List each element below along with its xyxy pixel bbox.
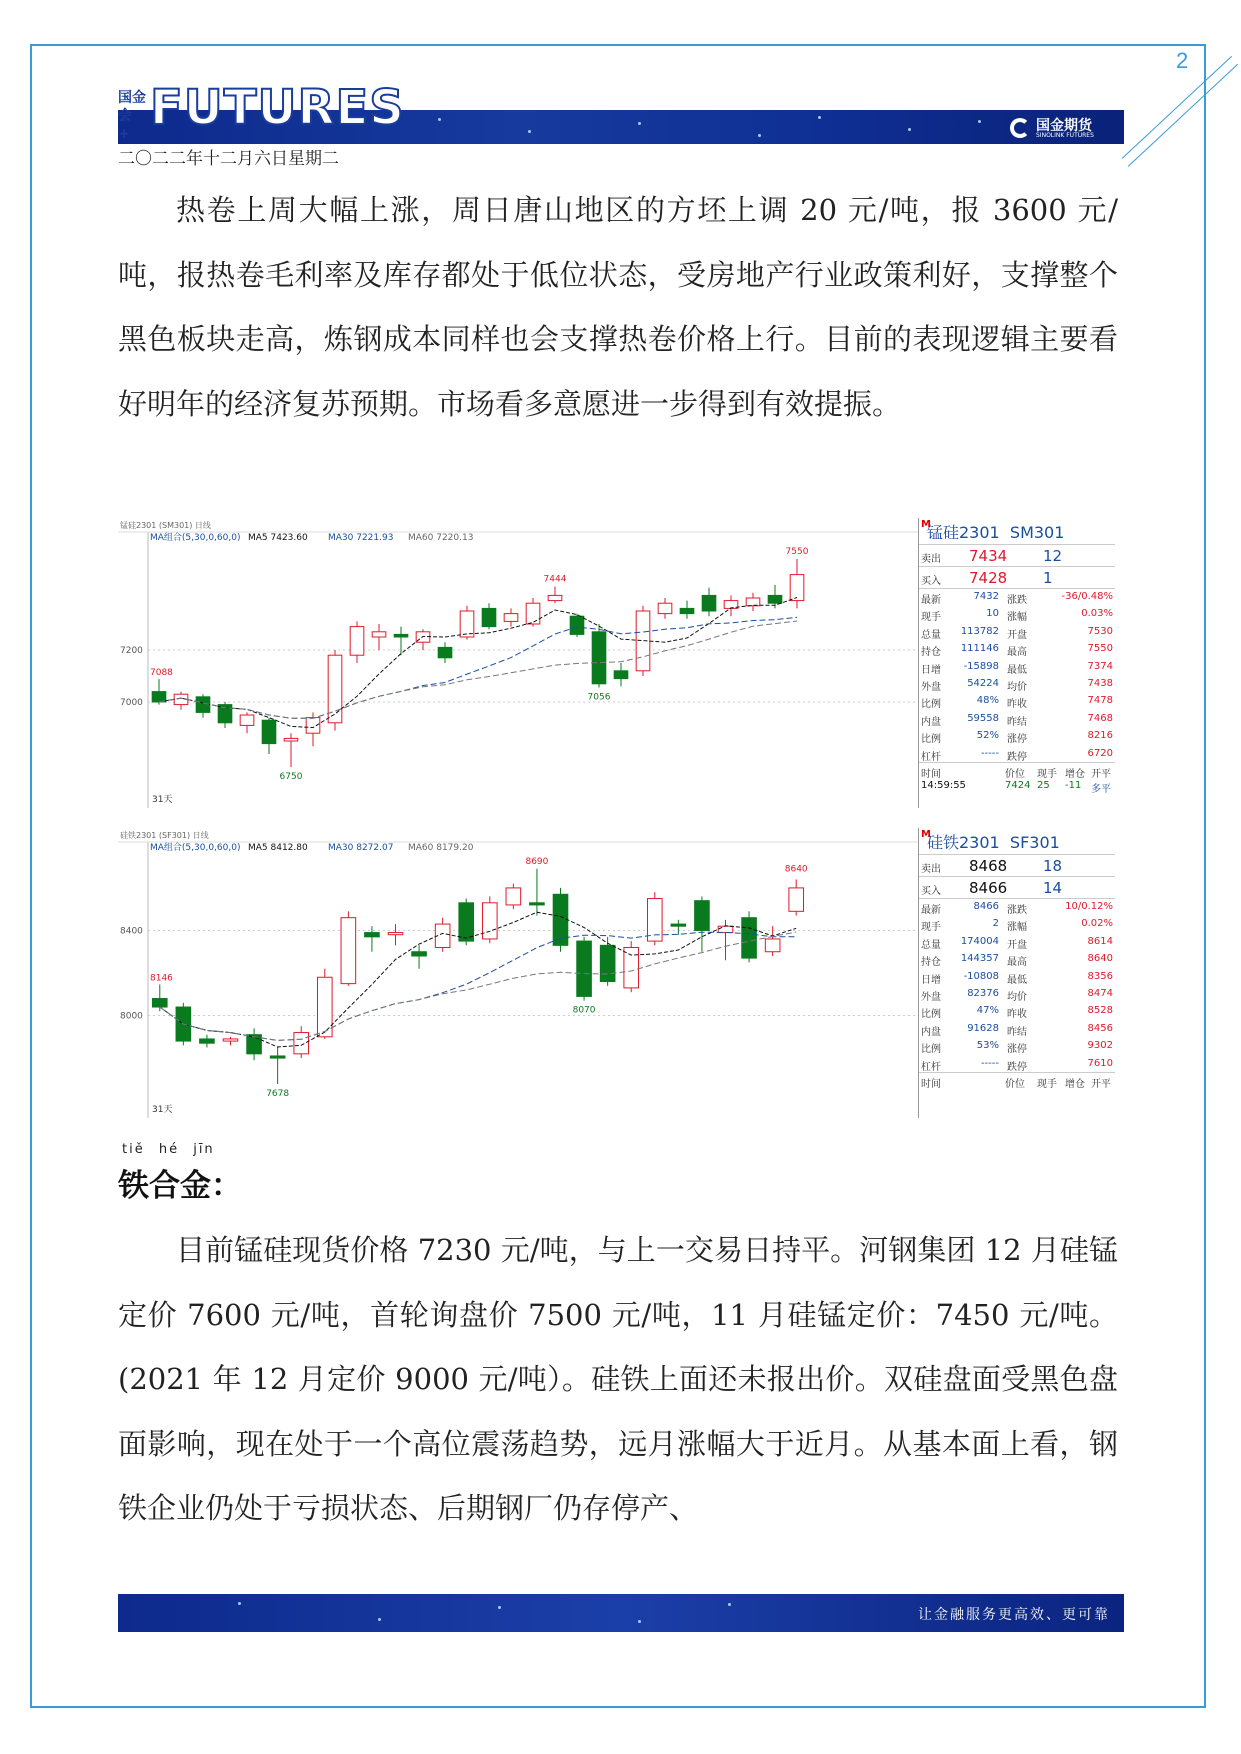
quote-stat-cell: 涨停 — [1007, 1044, 1027, 1056]
quote-stat-cell: 均价 — [1007, 992, 1027, 1003]
tick-cell: 25 — [1037, 780, 1050, 791]
quote-stat-cell: ----- — [980, 1057, 999, 1069]
ma60-line — [160, 932, 796, 1040]
quote-stat-row — [919, 693, 1115, 710]
tick-cell: 增仓 — [1065, 1079, 1085, 1090]
footer-banner — [118, 1594, 1124, 1632]
candle-body — [317, 977, 332, 1037]
candle-body — [768, 595, 782, 603]
right-high-label: 8640 — [784, 864, 808, 875]
candle-body — [388, 933, 403, 935]
candle-body — [614, 671, 628, 679]
quote-stat-cell: 2 — [992, 918, 999, 930]
ma60-label: MA60 7220.13 — [408, 533, 474, 543]
low-label: 7678 — [266, 1089, 290, 1100]
candle-body — [695, 901, 710, 931]
quote-stat-cell: -15898 — [963, 660, 999, 672]
candle-body — [200, 1039, 215, 1043]
quote-stat-cell: ----- — [980, 747, 999, 759]
quote-stat-cell: 昨结 — [1007, 1026, 1027, 1038]
quote-title: M 硅铁2301 SF301 — [921, 829, 1060, 852]
quote-stat-cell: 8456 — [1087, 1022, 1113, 1034]
candle-body — [718, 926, 733, 932]
quote-stat-row — [919, 1021, 1115, 1038]
candlestick-chart — [118, 518, 918, 808]
quote-stat-cell: 比例 — [921, 734, 941, 746]
quote-stat-row — [919, 951, 1115, 968]
tick-cell: 现手 — [1037, 1079, 1057, 1090]
chart-ferrosilicon — [118, 828, 1114, 1118]
report-date: 二〇二二年十二月六日星期二 — [118, 149, 339, 169]
tick-header — [919, 1072, 1115, 1090]
quote-stat-row — [919, 606, 1115, 623]
candle-body — [350, 627, 364, 656]
quote-stat-cell: 涨幅 — [1007, 612, 1027, 624]
quote-stat-cell: 总量 — [921, 939, 941, 951]
ma5-label: MA5 7423.60 — [248, 533, 308, 543]
quote-stat-cell: 59558 — [967, 712, 999, 724]
quote-stat-cell: 0.03% — [1081, 608, 1113, 620]
quote-stat-row — [919, 659, 1115, 676]
quote-stat-row — [919, 711, 1115, 728]
quote-stat-cell: 最高 — [1007, 957, 1027, 969]
quote-stat-row — [919, 969, 1115, 986]
tick-cell: 价位 — [1005, 1079, 1025, 1090]
quote-stat-cell: 涨停 — [1007, 734, 1027, 746]
candle-body — [482, 608, 496, 626]
candle-body — [636, 611, 650, 671]
tick-row — [919, 778, 1115, 795]
quote-stat-row — [919, 899, 1115, 916]
tick-cell: 开平 — [1091, 1079, 1111, 1090]
quote-stat-row — [919, 1056, 1115, 1073]
quote-stat-cell: 涨幅 — [1007, 922, 1027, 934]
quote-stat-cell: 比例 — [921, 699, 941, 711]
quote-stat-cell: 跌停 — [1007, 751, 1027, 763]
high-label: 8690 — [525, 856, 549, 867]
quote-stat-cell: 内盘 — [921, 716, 941, 728]
ma60-label: MA60 8179.20 — [408, 843, 474, 853]
quote-stat-row — [919, 676, 1115, 693]
quote-stat-cell: 7432 — [973, 591, 999, 602]
candle-body — [196, 697, 210, 713]
candle-body — [270, 1056, 285, 1058]
quote-stat-cell: 现手 — [921, 922, 941, 934]
quote-stat-cell: 91628 — [967, 1022, 999, 1034]
quote-stat-cell: 外盘 — [921, 992, 941, 1003]
ma5-label: MA5 8412.80 — [248, 843, 308, 853]
quote-stat-cell: 0.02% — [1081, 918, 1113, 930]
quote-stat-cell: 144357 — [960, 953, 999, 965]
quote-stat-cell: 82376 — [967, 988, 999, 999]
logo-chinese: 国金 会 + — [118, 90, 146, 142]
quote-stat-cell: 8614 — [1087, 935, 1113, 947]
quote-stat-cell: 杠杆 — [921, 1061, 941, 1073]
quote-stat-cell: 53% — [976, 1040, 999, 1052]
candle-body — [341, 918, 356, 984]
quote-stat-row — [919, 624, 1115, 641]
paragraph-hot-coil: 热卷上周大幅上涨，周日唐山地区的方坯上调 20 元/吨，报 3600 元/吨，报热卷毛利率及库存都处于低位状态，受房地产行业政策利好，支撑整个黑色板块走高，炼钢成本同样也会支撑热卷价格上行。目前的表现逻辑主要看好明年的经济复苏预期。市场看多意愿进一步得到有效提振。 — [118, 193, 1118, 421]
candle-body — [506, 888, 521, 905]
quote-stat-cell: 总量 — [921, 629, 941, 641]
ma5-line — [159, 598, 797, 728]
quote-stat-cell: 最新 — [921, 905, 941, 916]
sell-row: 卖出 7434 12 — [919, 544, 1115, 565]
candle-body — [570, 616, 584, 634]
chart-tab-label: 锰硅2301 (SM301) 日线 — [120, 521, 211, 530]
quote-stat-row — [919, 746, 1115, 763]
quote-stat-cell: 7478 — [1087, 695, 1113, 707]
quote-stat-cell: -36/0.48% — [1061, 591, 1113, 602]
tick-cell: 增仓 — [1065, 769, 1085, 780]
quote-stat-cell: 8216 — [1087, 730, 1113, 742]
candle-body — [680, 608, 694, 613]
quote-stat-cell: 持仓 — [921, 647, 941, 659]
quote-stat-row — [919, 934, 1115, 951]
ma30-label: MA30 7221.93 — [328, 533, 394, 543]
candle-body — [460, 611, 474, 637]
candle-body — [624, 947, 639, 987]
chart-tab-label: 硅铁2301 (SF301) 日线 — [120, 831, 209, 840]
candle-body — [702, 595, 716, 611]
candle-body — [658, 603, 672, 613]
section-title-ferroalloy: 铁合金： — [118, 1168, 242, 1204]
quote-stat-row — [919, 728, 1115, 745]
tick-cell: 时间 — [921, 1079, 941, 1090]
y-tick-label: 7000 — [120, 698, 143, 708]
tick-cell: 多平 — [1091, 784, 1111, 795]
quote-stat-cell: 昨结 — [1007, 716, 1027, 728]
candle-body — [746, 598, 760, 606]
candle-body — [742, 918, 757, 958]
quote-stat-cell: 跌停 — [1007, 1061, 1027, 1073]
low-label: 6750 — [279, 772, 303, 782]
quote-stat-cell: 涨跌 — [1007, 595, 1027, 606]
footer-slogan: 让金融服务更高效、更可靠 — [918, 1607, 1110, 1623]
quote-stat-row — [919, 916, 1115, 933]
candle-body — [765, 939, 780, 952]
quote-panel — [918, 828, 1115, 1118]
candle-body — [284, 738, 298, 741]
quote-stat-cell: 8466 — [973, 901, 999, 912]
chart-manganese-silicon — [118, 518, 1114, 808]
quote-stat-cell: 均价 — [1007, 682, 1027, 693]
candle-body — [394, 634, 408, 637]
start-label: 8146 — [150, 973, 173, 984]
start-label: 7088 — [150, 668, 173, 679]
mid-high-label: 7444 — [543, 574, 567, 585]
candle-body — [247, 1035, 262, 1054]
quote-stat-cell: 最低 — [1007, 664, 1027, 676]
quote-stat-cell: -10808 — [963, 970, 999, 982]
indicator-label: MA组合(5,30,0,60,0) — [150, 843, 241, 853]
tick-cell: -11 — [1065, 780, 1082, 791]
ma30-line — [159, 617, 797, 718]
indicator-label: MA组合(5,30,0,60,0) — [150, 533, 241, 543]
low2-label: 7056 — [587, 692, 611, 703]
candle-body — [294, 1033, 309, 1054]
candle-body — [306, 718, 320, 734]
candle-body — [789, 888, 804, 911]
ma30-label: MA30 8272.07 — [328, 843, 394, 853]
quote-stat-cell: 48% — [976, 695, 999, 707]
quote-stat-cell: 7374 — [1087, 660, 1113, 672]
candle-body — [592, 632, 606, 684]
quote-stat-cell: 昨收 — [1007, 699, 1027, 711]
quote-stat-row — [919, 1038, 1115, 1055]
tick-cell: 开平 — [1091, 769, 1111, 780]
quote-stat-cell: 54224 — [967, 678, 999, 689]
candle-body — [152, 692, 166, 702]
quote-stat-row — [919, 589, 1115, 606]
page-number: 2 — [1176, 48, 1189, 73]
quote-stat-cell: 7468 — [1087, 712, 1113, 724]
quote-stat-cell: 昨收 — [1007, 1009, 1027, 1021]
quote-stat-cell: 日增 — [921, 664, 941, 676]
logo-futures: FUTURES — [150, 80, 405, 136]
quote-stat-cell: 52% — [976, 730, 999, 742]
candle-body — [504, 614, 518, 622]
candle-body — [577, 941, 592, 996]
quote-stat-cell: 开盘 — [1007, 939, 1027, 951]
quote-stat-cell: 开盘 — [1007, 629, 1027, 641]
candle-body — [482, 903, 497, 939]
quote-stats — [919, 588, 1115, 763]
candle-body — [530, 903, 545, 905]
quote-stat-cell: 10/0.12% — [1065, 901, 1113, 912]
candle-body — [365, 933, 380, 937]
paragraph-ferroalloy: 目前锰硅现货价格 7230 元/吨，与上一交易日持平。河钢集团 12 月硅锰定价 7600 元/吨，首轮询盘价 7500 元/吨，11 月硅锰定价：7450 元/吨。(2021 年 12 月定价 9000 元/吨）。硅铁上面还未报出价。双硅盘面受黑色盘面影响，现在处于一个高位震荡趋势，远月涨幅大于近月。从基本面上看，钢铁企业仍处于亏损状态、后期钢厂仍存停产、 — [118, 1233, 1118, 1525]
y-tick-label: 7200 — [120, 646, 143, 656]
tick-cell: 14:59:55 — [921, 780, 966, 791]
section-pinyin: tiě hé jīn — [122, 1142, 215, 1157]
y-tick-label: 8000 — [120, 1011, 143, 1022]
ma30-line — [160, 932, 796, 1040]
candle-body — [548, 595, 562, 600]
quote-stat-cell: 7530 — [1087, 625, 1113, 637]
tick-cell: 现手 — [1037, 769, 1057, 780]
quote-stat-cell: 8528 — [1087, 1005, 1113, 1017]
quote-stat-row — [919, 641, 1115, 658]
quote-stat-cell: 比例 — [921, 1009, 941, 1021]
period-label: 31天 — [152, 795, 173, 805]
quote-stat-cell: 最高 — [1007, 647, 1027, 659]
candle-body — [459, 903, 474, 941]
tick-cell: 时间 — [921, 769, 941, 780]
quote-stat-cell: 涨跌 — [1007, 905, 1027, 916]
quote-stat-cell: 6720 — [1087, 747, 1113, 759]
quote-stat-cell: 比例 — [921, 1044, 941, 1056]
buy-row: 买入 8466 14 — [919, 876, 1115, 897]
quote-stat-cell: 7438 — [1087, 678, 1113, 689]
candle-body — [671, 924, 686, 926]
quote-stat-cell: 内盘 — [921, 1026, 941, 1038]
quote-stat-cell: 外盘 — [921, 682, 941, 693]
quote-stat-cell: 9302 — [1087, 1040, 1113, 1052]
quote-stat-cell: 113782 — [960, 625, 999, 637]
quote-stat-cell: 8474 — [1087, 988, 1113, 999]
candlestick-chart — [118, 828, 918, 1118]
quote-stat-cell: 8640 — [1087, 953, 1113, 965]
tick-cell: 7424 — [1005, 780, 1031, 791]
quote-stat-cell: 杠杆 — [921, 751, 941, 763]
candle-body — [240, 715, 254, 725]
candle-body — [372, 632, 386, 637]
low2-label: 8070 — [572, 1005, 596, 1016]
quote-panel — [918, 518, 1115, 808]
quote-stat-cell: 47% — [976, 1005, 999, 1017]
quote-title: M 锰硅2301 SM301 — [921, 519, 1065, 542]
quote-stat-cell: 7550 — [1087, 643, 1113, 655]
buy-row: 买入 7428 1 — [919, 566, 1115, 587]
quote-stats — [919, 898, 1115, 1073]
candle-body — [412, 952, 427, 956]
candle-body — [152, 999, 167, 1008]
candle-body — [790, 575, 804, 601]
quote-stat-cell: 最新 — [921, 595, 941, 606]
candle-body — [526, 603, 540, 624]
y-tick-label: 8400 — [120, 926, 143, 937]
quote-stat-cell: 8356 — [1087, 970, 1113, 982]
candle-body — [438, 647, 452, 657]
candle-body — [262, 720, 276, 743]
quote-stat-cell: 10 — [986, 608, 999, 620]
quote-stat-cell: 7610 — [1087, 1057, 1113, 1069]
brand-icon — [1010, 118, 1030, 138]
candle-body — [223, 1039, 238, 1041]
quote-stat-cell: 最低 — [1007, 974, 1027, 986]
quote-stat-row — [919, 986, 1115, 1003]
tick-cell: 价位 — [1005, 769, 1025, 780]
quote-stat-cell: 持仓 — [921, 957, 941, 969]
quote-stat-cell: 现手 — [921, 612, 941, 624]
quote-stat-cell: 111146 — [960, 643, 999, 655]
quote-stat-cell: 174004 — [960, 935, 999, 947]
period-label: 31天 — [152, 1105, 173, 1115]
quote-stat-cell: 日增 — [921, 974, 941, 986]
quote-stat-row — [919, 1003, 1115, 1020]
candle-body — [600, 945, 615, 981]
high-label: 7550 — [785, 547, 809, 557]
sell-row: 卖出 8468 18 — [919, 854, 1115, 875]
